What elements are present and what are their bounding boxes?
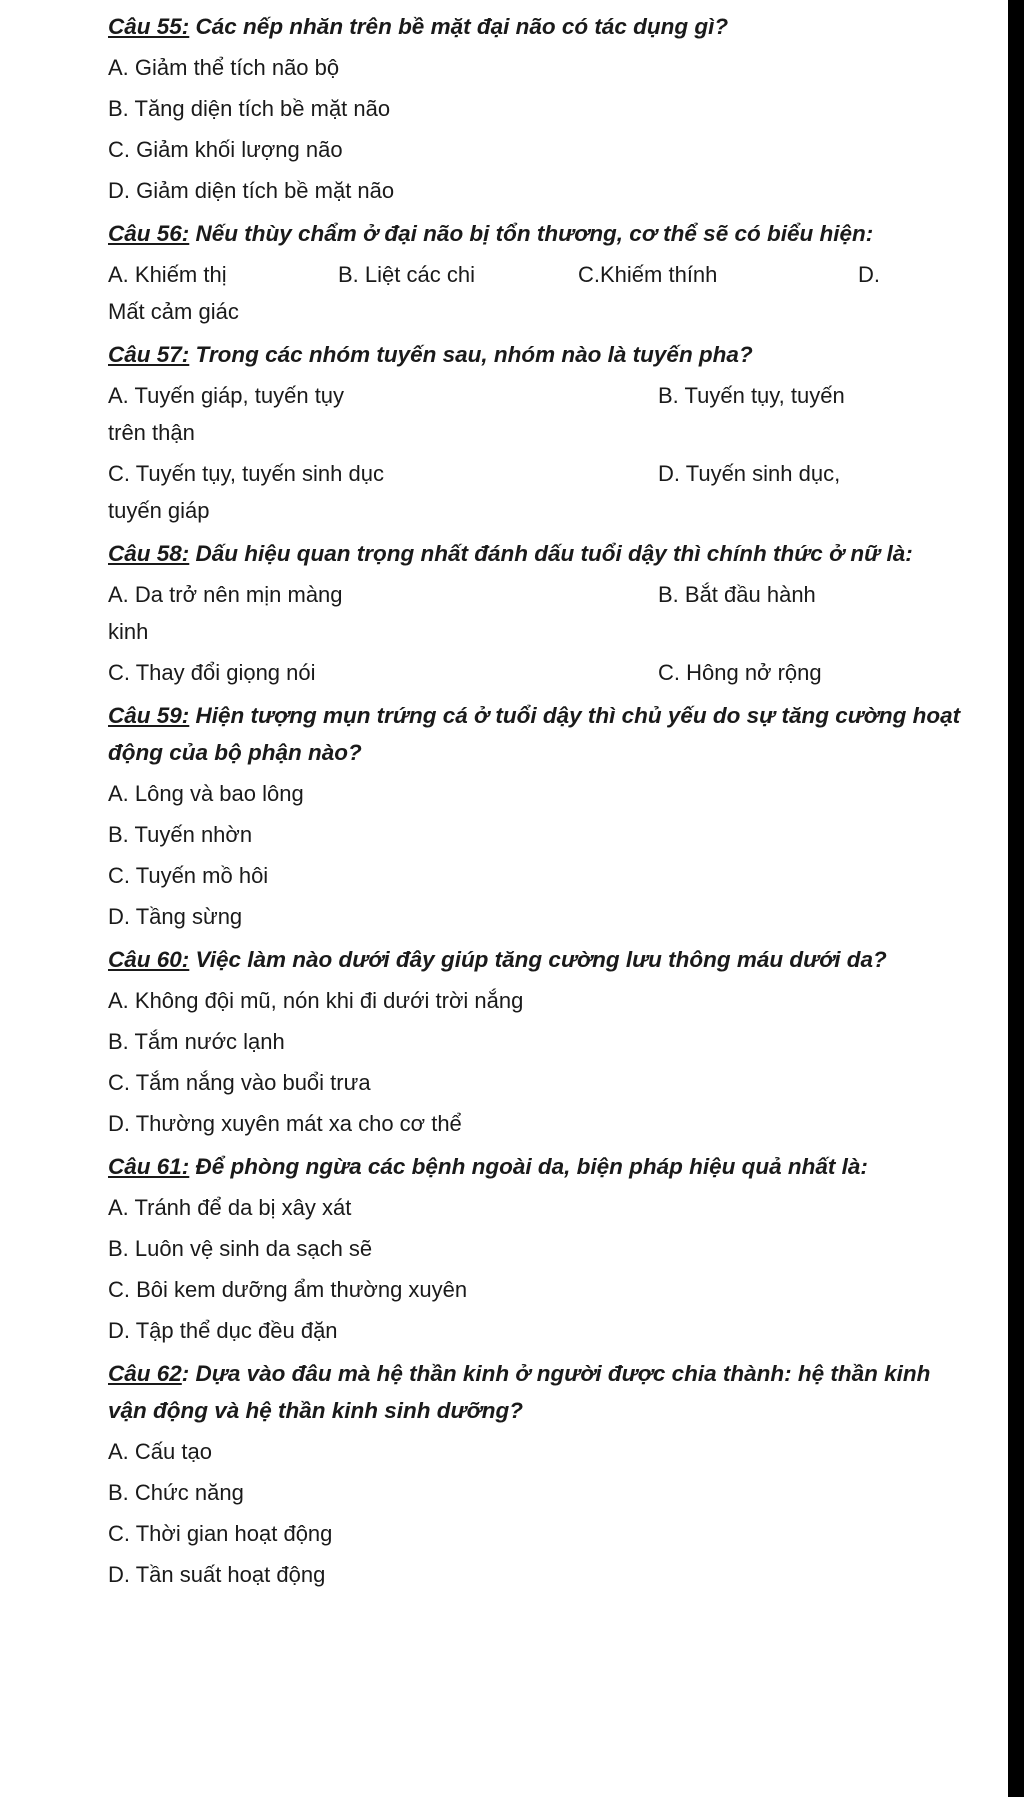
options-row [108,256,968,293]
question-text: Nếu thùy chẩm ở đại não bị tổn thương, cơ thể sẽ có biểu hiện: [189,221,874,246]
question-number: Câu 59: [108,703,190,728]
option-c: C. Tuyến mồ hôi [108,863,269,888]
option-d: D. Tần suất hoạt động [108,1562,326,1587]
question-55 [108,8,968,45]
option-d: D. Tầng sừng [108,904,243,929]
question-57 [108,336,968,373]
option-b-continued: trên thận [108,420,195,445]
option-c: C.Khiếm thính [578,262,718,287]
option-b: B. Luôn vệ sinh da sạch sẽ [108,1236,373,1261]
option-d: D. Tuyến sinh dục, [658,461,841,486]
option-c: C. Bôi kem dưỡng ẩm thường xuyên [108,1277,468,1302]
question-59 [108,697,968,771]
option-a: A. Khiếm thị [108,262,227,287]
options-row [108,576,968,613]
option-b: B. Tuyến nhờn [108,822,253,847]
question-number: Câu 58: [108,541,190,566]
option-d: D. Thường xuyên mát xa cho cơ thể [108,1111,462,1136]
question-text: Để phòng ngừa các bệnh ngoài da, biện pháp hiệu quả nhất là: [189,1154,868,1179]
option-c: C. Tuyến tụy, tuyến sinh dục [108,461,384,486]
question-56 [108,215,968,252]
option-b: B. Tăng diện tích bề mặt não [108,96,391,121]
question-text: Trong các nhóm tuyến sau, nhóm nào là tuyến pha? [189,342,753,367]
option-c: C. Thay đổi giọng nói [108,660,316,685]
option-b: B. Chức năng [108,1480,244,1505]
question-number: Câu 62 [108,1361,182,1386]
question-61 [108,1148,968,1185]
option-d-continued: tuyến giáp [108,498,210,523]
option-b: B. Tắm nước lạnh [108,1029,285,1054]
question-text: : Dựa vào đâu mà hệ thần kinh ở người được chia thành: hệ thần kinh vận động và hệ thần kinh sinh dưỡng? [108,1361,931,1423]
option-b: B. Tuyến tụy, tuyến [658,383,845,408]
question-number: Câu 57: [108,342,190,367]
option-d-continued: Mất cảm giác [108,299,239,324]
question-text: Hiện tượng mụn trứng cá ở tuổi dậy thì chủ yếu do sự tăng cường hoạt động của bộ phận nào? [108,703,961,765]
option-a: A. Tuyến giáp, tuyến tụy [108,383,345,408]
option-b: B. Liệt các chi [338,262,475,287]
option-b-continued: kinh [108,619,149,644]
option-d: D. Giảm diện tích bề mặt não [108,178,395,203]
option-a: A. Không đội mũ, nón khi đi dưới trời nắng [108,988,524,1013]
question-text: Các nếp nhăn trên bề mặt đại não có tác dụng gì? [189,14,729,39]
option-a: A. Cấu tạo [108,1439,212,1464]
question-58 [108,535,968,572]
question-number: Câu 61: [108,1154,190,1179]
option-a: A. Tránh để da bị xây xát [108,1195,352,1220]
question-62 [108,1355,968,1429]
options-row [108,377,968,414]
question-number: Câu 55: [108,14,190,39]
option-c: C. Tắm nắng vào buổi trưa [108,1070,371,1095]
option-b: B. Bắt đầu hành [658,582,816,607]
option-c: C. Thời gian hoạt động [108,1521,333,1546]
question-text: Dấu hiệu quan trọng nhất đánh dấu tuổi dậy thì chính thức ở nữ là: [189,541,913,566]
option-d: D. Tập thể dục đều đặn [108,1318,338,1343]
question-number: Câu 60: [108,947,190,972]
option-d: C. Hông nở rộng [658,660,822,685]
question-number: Câu 56: [108,221,190,246]
options-row [108,654,968,691]
option-a: A. Da trở nên mịn màng [108,582,343,607]
options-row [108,455,968,492]
option-a: A. Lông và bao lông [108,781,304,806]
option-a: A. Giảm thể tích não bộ [108,55,340,80]
option-c: C. Giảm khối lượng não [108,137,343,162]
option-d: D. [858,262,880,287]
question-text: Việc làm nào dưới đây giúp tăng cường lưu thông máu dưới da? [189,947,887,972]
question-60 [108,941,968,978]
